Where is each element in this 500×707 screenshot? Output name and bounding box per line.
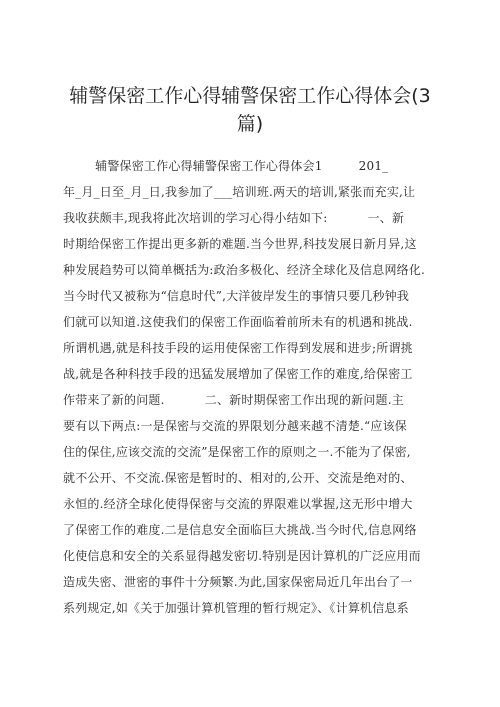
body-line: 作带来了新的问题. 二、新时期保密工作出现的新问题.主 xyxy=(63,393,404,407)
body-line: 永恒的.经济全球化使得保密与交流的界限难以掌握,这无形中增大 xyxy=(63,497,413,511)
body-line: 们就可以知道.这使我们的保密工作面临着前所未有的机遇和挑战. xyxy=(63,315,413,329)
title-line-2: 篇) xyxy=(236,113,264,135)
body-line: 时期给保密工作提出更多新的难题.当今世界,科技发展日新月异,这 xyxy=(63,237,417,251)
body-line: 所谓机遇,就是科技手段的运用使保密工作得到发展和进步;所谓挑 xyxy=(63,341,413,355)
body-line: 造成失密、泄密的事件十分频繁.为此,国家保密局近几年出台了一 xyxy=(63,575,413,589)
body-line: 当今时代又被称为“信息时代”,大洋彼岸发生的事情只要几秒钟我 xyxy=(63,289,410,303)
body-line: 住的保住,应该交流的交流”是保密工作的原则之一.不能为了保密, xyxy=(63,445,411,459)
document-title xyxy=(40,82,460,138)
body-line: 种发展趋势可以简单概括为:政治多极化、经济全球化及信息网络化. xyxy=(63,263,426,277)
title-line-1: 辅警保密工作心得辅警保密工作心得体会(3 xyxy=(69,85,431,107)
body-line: 化使信息和安全的关系显得越发密切.特别是因计算机的广泛应用而 xyxy=(63,549,421,563)
body-line: 战,就是各种科技手段的迅猛发展增加了保密工作的难度,给保密工 xyxy=(63,367,413,381)
body-line: 就不公开、不交流.保密是暂时的、相对的,公开、交流是绝对的、 xyxy=(63,471,413,485)
body-line: 我收获颇丰,现我将此次培训的学习心得小结如下: 一、新 xyxy=(63,211,405,225)
body-line: 辅警保密工作心得辅警保密工作心得体会1 201_ xyxy=(63,159,389,173)
body-line: 年_月_日至_月_日,我参加了___培训班.两天的培训,紧张而充实,让 xyxy=(63,185,416,199)
body-line: 系列规定,如《关于加强计算机管理的暂行规定》、《计算机信息系 xyxy=(63,601,409,615)
body-line: 了保密工作的难度.二是信息安全面临巨大挑战.当今时代,信息网络 xyxy=(63,523,417,537)
body-line: 要有以下两点:一是保密与交流的界限划分越来越不清楚.“应该保 xyxy=(63,419,407,433)
